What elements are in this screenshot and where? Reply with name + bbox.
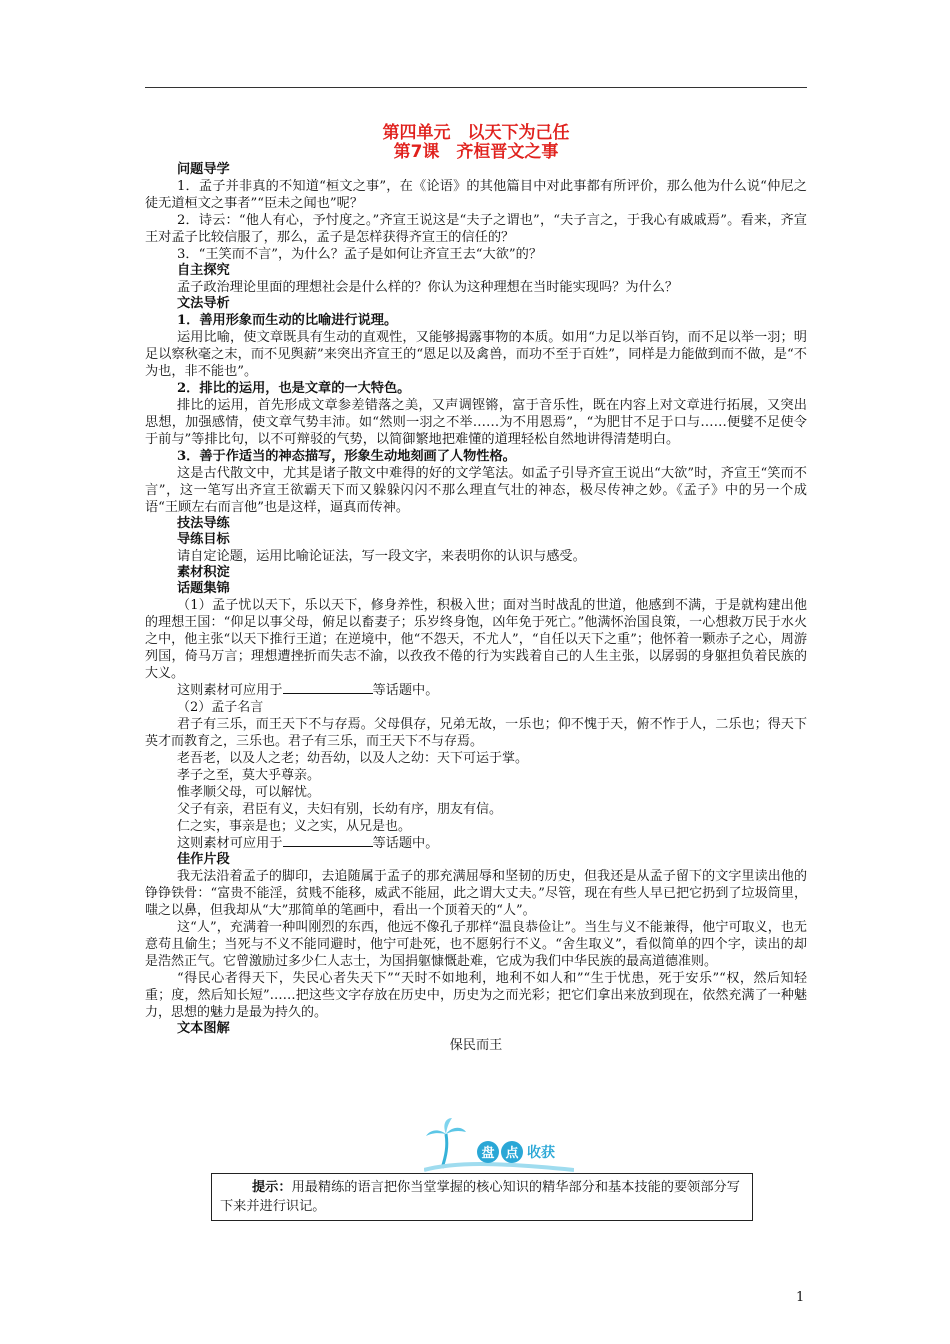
section-heading-zizhu: 自主探究 [177,263,230,278]
question-2: 2．诗云：“他人有心，予忖度之。”齐宣王说这是“夫子之谓也”，“夫子言之，于我心有戚戚焉”。看来，齐宣王对孟子比较信服了，那么，孟子是怎样获得齐宣王的信任的？ [145,213,807,245]
huati-apply-1 [145,682,807,699]
question-1: 1．孟子并非真的不知道“桓文之事”，在《论语》的其他篇目中对此事都有所评价，那么他为什么说“仲尼之徒无道桓文之事者”“臣未之闻也”呢？ [145,179,807,211]
apply-suffix: 等话题中。 [372,683,439,698]
unit-title: 第四单元 以天下为己任 [382,123,570,143]
jiazuo-paragraph-2: 这“人”，充满着一种叫刚烈的东西，他远不像孔子那样“温良恭俭让”。当生与义不能兼得，他宁可取义，也无意苟且偷生；当死与不义不能同避时，他宁可赴死，也不愿躬行不义。“舍生取义”，看似简单的四个字，读出的却是浩然正气。它曾激励过多少仁人志士，为国捐躯慷慨赴难，它成为我们中华民族的最高道德准则。 [145,920,807,969]
tip-text: 用最精练的语言把你当堂掌握的核心知识的精华部分和基本技能的要领部分写下来并进行识记。 [220,1180,740,1214]
quote-4: 惟孝顺父母，可以解忧。 [177,785,321,800]
wenfa-body-2: 排比的运用，首先形成文章参差错落之美，又声调铿锵，富于音乐性，既在内容上对文章进行拓展，又突出思想，加强感情，使文章气势丰沛。如“然则一羽之不举……为不用恩焉”，“为肥甘不足于口与……便嬖不足使令于前与”等排比句，以不可辩驳的气势，以简御繁地把难懂的道理轻松自然地讲得清楚明白。 [145,398,807,447]
jiazuo-paragraph-1: 我无法沿着孟子的脚印，去追随属于孟子的那充满屈辱和坚韧的历史，但我还是从孟子留下的文字里读出他的铮铮铁骨：“富贵不能淫，贫贱不能移，威武不能屈，此之谓大丈夫。”尽管，现在有些人早已把它扔到了垃圾筒里，嗤之以鼻，但我却从“大”那简单的笔画中，看出一个顶着天的“人”。 [145,869,807,918]
huati-item-1: （1）孟子忧以天下，乐以天下，修身养性，积极入世；面对当时战乱的世道，他感到不满，于是就构建出他的理想王国：“仰足以事父母，俯足以畜妻子；乐岁终身饱，凶年免于死亡。”他满怀治国良策，一心想救万民于水火之中，他主张“以天下推行王道；在逆境中，他“不怨天，不尤人”，“自任以天下之重”；他怀着一颗赤子之心，周游列国，倚马万言；理想遭挫折而失志不渝，以孜孜不倦的行为实践着自己的人生主张，以孱弱的身躯担负着民族的大义。 [145,598,807,681]
section-heading-daolian: 导练目标 [177,532,230,547]
page-content [145,124,807,1054]
palm-tree-icon [426,1118,466,1168]
apply-prefix: 这则素材可应用于 [177,836,283,851]
section-heading-sucai: 素材积淀 [177,565,230,580]
page-number: 1 [796,1290,805,1305]
section-heading-tujie: 文本图解 [177,1021,230,1036]
tujie-center-text: 保民而王 [449,1038,503,1053]
logo-text-1: 盘 [481,1146,495,1161]
jiazuo-paragraph-3: “得民心者得天下，失民心者失天下”“天时不如地利，地利不如人和”“生于忧患，死于安乐”“权，然后知轻重；度，然后知长短”……把这些文字存放在历史中，历史为之而光彩；把它们拿出来放到现在，依然充满了一种魅力，思想的魅力是最为持久的。 [145,971,807,1020]
wenfa-heading-1: 1．善用形象而生动的比喻进行说理。 [177,313,398,328]
lesson-title: 第7课 齐桓晋文之事 [393,142,559,162]
answer-blank-1[interactable] [283,682,373,694]
wenfa-body-3: 这是古代散文中，尤其是诸子散文中难得的好的文学笔法。如孟子引导齐宣王说出“大欲”时，齐宣王“笑而不言”，这一笔写出齐宣王欲霸天下而又躲躲闪闪不那么理直气壮的神态，极尽传神之妙。《孟子》中的另一个成语“王顾左右而言他”也是这样，逼真而传神。 [145,466,807,515]
wave-decoration [424,1164,574,1170]
quote-1: 君子有三乐，而王天下不与存焉。父母俱存，兄弟无故，一乐也；仰不愧于天，俯不怍于人，二乐也；得天下英才而教育之，三乐也。君子有三乐，而王天下不与存焉。 [145,717,807,749]
huati-apply-2 [145,835,807,852]
section-heading-jiazuo: 佳作片段 [177,852,230,867]
zizhu-text: 孟子政治理论里面的理想社会是什么样的？你认为这种理想在当时能实现吗？为什么？ [177,280,679,295]
quote-2: 老吾老，以及人之老；幼吾幼，以及人之幼：天下可运于掌。 [177,751,529,766]
huati-item-2-label: （2）孟子名言 [177,700,264,715]
quote-3: 孝子之至，莫大乎尊亲。 [177,768,321,783]
logo-text-2: 点 [505,1146,519,1161]
tip-box [211,1173,753,1221]
section-heading-jifa: 技法导练 [177,516,230,531]
section-heading-wenfa: 文法导析 [177,296,230,311]
wenfa-heading-2: 2．排比的运用，也是文章的一大特色。 [177,381,411,396]
section-heading-huati: 话题集锦 [177,581,230,596]
answer-blank-2[interactable] [283,835,373,847]
apply-prefix: 这则素材可应用于 [177,683,283,698]
quote-6: 仁之实，事亲是也；义之实，从兄是也。 [177,819,412,834]
wenfa-heading-3: 3．善于作适当的神态描写，形象生动地刻画了人物性格。 [177,449,516,464]
tip-label: 提示： [252,1180,292,1195]
summary-banner-logo [424,1118,574,1176]
daolian-text: 请自定论题，运用比喻论证法，写一段文字，来表明你的认识与感受。 [177,549,586,564]
logo-text-3: 收获 [527,1145,555,1161]
section-heading-wenti: 问题导学 [177,162,230,177]
header-rule [145,87,807,88]
wenfa-body-1: 运用比喻，使文章既具有生动的直观性，又能够揭露事物的本质。如用“力足以举百钧，而不足以举一羽；明足以察秋毫之末，而不见舆薪”来突出齐宣王的“恩足以及禽兽，而功不至于百姓”，同样是力能做到而不做，是“不为也，非不能也”。 [145,330,807,379]
apply-suffix: 等话题中。 [372,836,439,851]
quote-5: 父子有亲，君臣有义，夫妇有别，长幼有序，朋友有信。 [177,802,503,817]
question-3: 3．“王笑而不言”，为什么？孟子是如何让齐宣王去“大欲”的？ [177,247,543,262]
